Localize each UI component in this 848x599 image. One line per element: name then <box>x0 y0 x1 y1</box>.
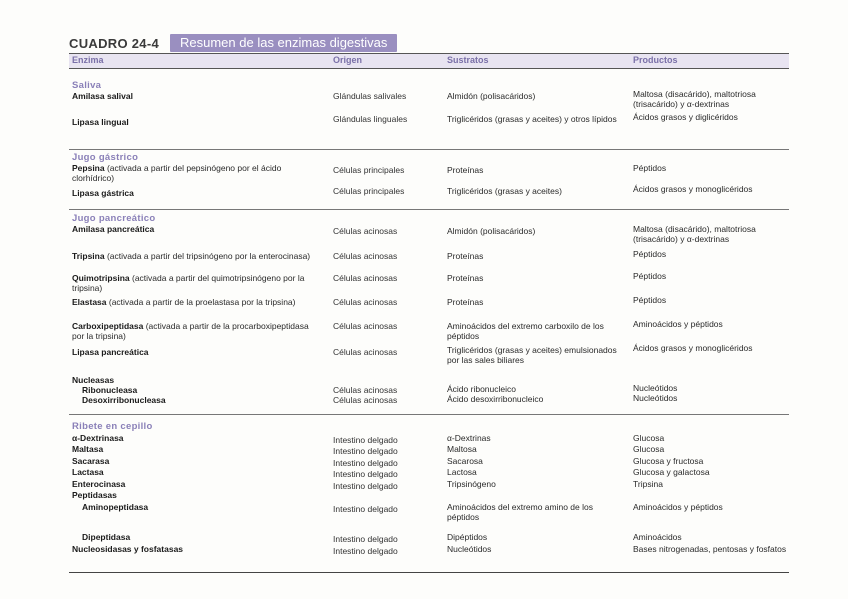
table-title <box>69 34 789 54</box>
enzyme-product: Péptidos <box>633 295 667 305</box>
enzyme-name: Lipasa lingual <box>72 117 129 127</box>
table-caption: Resumen de las enzimas digestivas <box>170 34 397 52</box>
enzyme-substrate: Maltosa <box>447 444 477 454</box>
enzyme-origin: Intestino delgado <box>333 534 398 544</box>
table-bottom-rule <box>69 572 789 573</box>
enzyme-substrate: Triglicéridos (grasas y aceites) <box>447 186 562 196</box>
enzyme-origin: Células acinosas <box>333 385 398 395</box>
enzyme-origin: Células acinosas <box>333 297 398 307</box>
enzyme-substrate: Proteínas <box>447 297 484 307</box>
enzyme-origin: Intestino delgado <box>333 546 398 556</box>
enzyme-product: Nucleótidos <box>633 383 678 393</box>
enzyme-origin: Glándulas linguales <box>333 114 408 124</box>
group-pancreatic: Jugo pancreático <box>72 213 156 224</box>
group-divider <box>69 149 789 150</box>
enzyme-substrate: Aminoácidos del extremo carboxilo de los péptidos <box>447 321 604 341</box>
enzyme-product: Ácidos grasos y monoglicéridos <box>633 184 753 194</box>
enzyme-name: Sacarasa <box>72 456 110 466</box>
enzyme-substrate: Proteínas <box>447 273 484 283</box>
enzyme-substrate: Dipéptidos <box>447 532 488 542</box>
enzyme-origin: Intestino delgado <box>333 446 398 456</box>
enzyme-name: α-Dextrinasa <box>72 433 124 443</box>
enzyme-origin: Glándulas salivales <box>333 91 407 101</box>
enzyme-product: Glucosa <box>633 444 665 454</box>
enzyme-name: Amilasa pancreática <box>72 224 155 234</box>
enzyme-substrate: Triglicéridos (grasas y aceites) emulsionados por las sales biliares <box>447 345 617 365</box>
enzyme-product: Nucleótidos <box>633 393 678 403</box>
enzyme-name: Desoxirribonucleasa <box>82 395 166 405</box>
enzyme-product: Bases nitrogenadas, pentosas y fosfatos <box>633 544 787 554</box>
header-product: Productos <box>633 55 678 65</box>
enzyme-origin: Células principales <box>333 165 405 175</box>
enzyme-substrate: Aminoácidos del extremo amino de los péptidos <box>447 502 593 522</box>
enzyme-origin: Células acinosas <box>333 273 398 283</box>
enzyme-origin: Intestino delgado <box>333 469 398 479</box>
enzyme-origin: Células principales <box>333 186 405 196</box>
enzyme-substrate: Sacarosa <box>447 456 483 466</box>
table-header <box>69 54 789 69</box>
enzyme-origin: Células acinosas <box>333 395 398 405</box>
enzyme-name: Lipasa gástrica <box>72 188 134 198</box>
group-saliva: Saliva <box>72 80 102 91</box>
enzyme-name: Lipasa pancreática <box>72 347 149 357</box>
enzyme-product: Péptidos <box>633 249 667 259</box>
header-origin: Origen <box>333 55 363 65</box>
enzyme-name: Ribonucleasa <box>82 385 138 395</box>
enzyme-origin: Intestino delgado <box>333 435 398 445</box>
enzyme-name: Pepsina (activada a partir del pepsinógeno por el ácido clorhídrico) <box>72 163 282 183</box>
enzyme-substrate: α-Dextrinas <box>447 433 491 443</box>
enzyme-origin: Células acinosas <box>333 321 398 331</box>
enzyme-product: Glucosa y fructosa <box>633 456 704 466</box>
enzyme-name: Nucleosidasas y fosfatasas <box>72 544 184 554</box>
enzyme-substrate: Proteínas <box>447 251 484 261</box>
enzyme-name: Tripsina (activada a partir del tripsinógeno por la enterocinasa) <box>72 251 311 261</box>
enzyme-name: Quimotripsina (activada a partir del quimotripsinógeno por la tripsina) <box>72 273 305 293</box>
enzyme-name: Enterocinasa <box>72 479 126 489</box>
enzyme-substrate: Proteínas <box>447 165 484 175</box>
enzyme-substrate: Ácido ribonucleico <box>447 384 516 394</box>
enzyme-name: Elastasa (activada a partir de la proelastasa por la tripsina) <box>72 297 296 307</box>
header-substrate: Sustratos <box>447 55 489 65</box>
table-number: CUADRO 24-4 <box>69 36 159 51</box>
enzyme-name: Amilasa salival <box>72 91 133 101</box>
enzyme-substrate: Ácido desoxirribonucleico <box>447 394 544 404</box>
enzyme-product: Maltosa (disacárido), maltotriosa (trisacárido) y α-dextrinas <box>633 224 756 244</box>
enzyme-product: Ácidos grasos y monoglicéridos <box>633 343 753 353</box>
enzyme-substrate: Almidón (polisacáridos) <box>447 226 536 236</box>
enzyme-product: Péptidos <box>633 271 667 281</box>
enzyme-product: Glucosa y galactosa <box>633 467 710 477</box>
enzyme-product: Tripsina <box>633 479 663 489</box>
enzyme-product: Aminoácidos <box>633 532 682 542</box>
enzyme-product: Maltosa (disacárido), maltotriosa (trisacárido) y α-dextrinas <box>633 89 756 109</box>
enzyme-substrate: Almidón (polisacáridos) <box>447 91 536 101</box>
enzyme-product: Aminoácidos y péptidos <box>633 502 723 512</box>
enzyme-substrate: Triglicéridos (grasas y aceites) y otros lípidos <box>447 114 617 124</box>
enzyme-origin: Intestino delgado <box>333 504 398 514</box>
enzyme-product: Aminoácidos y péptidos <box>633 319 723 329</box>
enzyme-substrate: Tripsinógeno <box>447 479 496 489</box>
enzyme-origin: Células acinosas <box>333 347 398 357</box>
enzyme-name: Nucleasas <box>72 375 115 385</box>
group-divider <box>69 414 789 415</box>
enzyme-product: Ácidos grasos y diglicéridos <box>633 112 738 122</box>
header-enzyme: Enzima <box>72 55 104 65</box>
enzyme-name: Carboxipeptidasa (activada a partir de la procarboxipeptidasa por la tripsina) <box>72 321 309 341</box>
enzyme-name: Dipeptidasa <box>82 532 131 542</box>
enzyme-product: Glucosa <box>633 433 665 443</box>
enzyme-origin: Intestino delgado <box>333 458 398 468</box>
group-divider <box>69 209 789 210</box>
enzyme-origin: Células acinosas <box>333 226 398 236</box>
enzyme-name: Lactasa <box>72 467 104 477</box>
group-gastric: Jugo gástrico <box>72 152 139 163</box>
enzyme-substrate: Nucleótidos <box>447 544 492 554</box>
enzyme-name: Aminopeptidasa <box>82 502 149 512</box>
enzyme-product: Péptidos <box>633 163 667 173</box>
enzyme-origin: Intestino delgado <box>333 481 398 491</box>
enzyme-name: Maltasa <box>72 444 104 454</box>
enzyme-origin: Células acinosas <box>333 251 398 261</box>
enzyme-name: Peptidasas <box>72 490 117 500</box>
enzyme-substrate: Lactosa <box>447 467 477 477</box>
group-brush-border: Ribete en cepillo <box>72 421 153 432</box>
